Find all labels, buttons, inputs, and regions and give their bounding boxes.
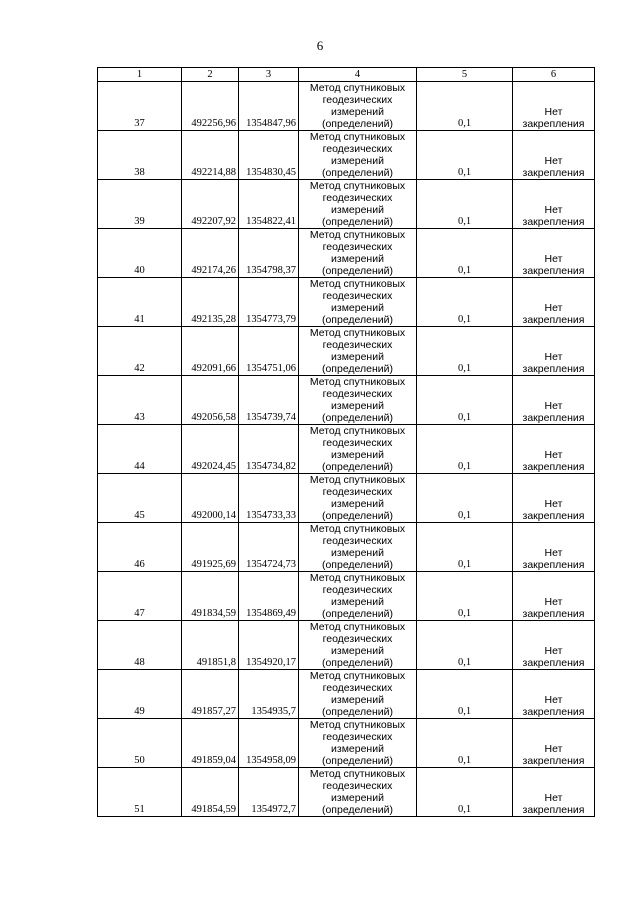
method-cell-line: измерений (331, 498, 384, 510)
coordinate-y-cell: 1354972,7 (239, 768, 299, 817)
coordinate-x-cell: 491851,8 (182, 621, 239, 670)
fixing-cell (513, 719, 595, 768)
coordinate-x-cell: 492135,28 (182, 278, 239, 327)
coordinate-y-cell: 1354751,06 (239, 327, 299, 376)
fixing-cell (513, 572, 595, 621)
method-cell-line: (определений) (321, 608, 394, 620)
method-cell-line: измерений (331, 743, 384, 755)
method-cell-line: (определений) (321, 216, 394, 228)
fixing-cell-line: закрепления (522, 461, 585, 473)
method-cell-line: геодезических (322, 535, 393, 547)
method-cell (299, 425, 417, 474)
point-number-cell: 49 (98, 670, 182, 719)
method-cell (299, 180, 417, 229)
coordinate-y-cell: 1354798,37 (239, 229, 299, 278)
point-number-cell: 51 (98, 768, 182, 817)
fixing-cell-line: закрепления (522, 314, 585, 326)
fixing-cell (513, 229, 595, 278)
fixing-cell-line: закрепления (522, 608, 585, 620)
coordinate-y-cell: 1354920,17 (239, 621, 299, 670)
point-number-cell: 41 (98, 278, 182, 327)
table-row (98, 376, 595, 425)
accuracy-cell: 0,1 (417, 229, 513, 278)
method-cell-line: геодезических (322, 192, 393, 204)
fixing-cell (513, 621, 595, 670)
accuracy-cell: 0,1 (417, 523, 513, 572)
coordinate-x-cell: 492000,14 (182, 474, 239, 523)
method-cell (299, 131, 417, 180)
fixing-cell-line: закрепления (522, 216, 585, 228)
coordinate-y-cell: 1354830,45 (239, 131, 299, 180)
fixing-cell-line: закрепления (522, 118, 585, 130)
point-number-cell: 48 (98, 621, 182, 670)
table-row (98, 82, 595, 131)
fixing-cell-line: Нет (544, 547, 563, 559)
method-cell (299, 719, 417, 768)
method-cell-line: (определений) (321, 363, 394, 375)
table-row (98, 670, 595, 719)
column-header: 4 (299, 68, 417, 82)
method-cell-line: геодезических (322, 290, 393, 302)
method-cell-line: геодезических (322, 682, 393, 694)
method-cell-line: измерений (331, 694, 384, 706)
coordinate-y-cell: 1354935,7 (239, 670, 299, 719)
coordinate-x-cell: 492214,88 (182, 131, 239, 180)
fixing-cell-line: закрепления (522, 510, 585, 522)
method-cell-line: Метод спутниковых (309, 278, 406, 290)
coordinate-x-cell: 491854,59 (182, 768, 239, 817)
fixing-cell (513, 670, 595, 719)
table-row (98, 229, 595, 278)
table-row (98, 719, 595, 768)
method-cell (299, 670, 417, 719)
method-cell-line: Метод спутниковых (309, 376, 406, 388)
accuracy-cell: 0,1 (417, 572, 513, 621)
method-cell-line: измерений (331, 792, 384, 804)
fixing-cell-line: закрепления (522, 363, 585, 375)
method-cell (299, 572, 417, 621)
fixing-cell-line: Нет (544, 253, 563, 265)
table-row (98, 621, 595, 670)
method-cell-line: Метод спутниковых (309, 768, 406, 780)
coordinate-y-cell: 1354724,73 (239, 523, 299, 572)
coordinate-x-cell: 492056,58 (182, 376, 239, 425)
accuracy-cell: 0,1 (417, 621, 513, 670)
fixing-cell-line: закрепления (522, 804, 585, 816)
accuracy-cell: 0,1 (417, 131, 513, 180)
coordinate-y-cell: 1354733,33 (239, 474, 299, 523)
method-cell-line: измерений (331, 547, 384, 559)
fixing-cell (513, 523, 595, 572)
header-row (98, 68, 595, 82)
method-cell (299, 768, 417, 817)
table-body (98, 82, 595, 817)
coordinate-y-cell: 1354773,79 (239, 278, 299, 327)
accuracy-cell: 0,1 (417, 768, 513, 817)
fixing-cell-line: Нет (544, 596, 563, 608)
fixing-cell-line: закрепления (522, 755, 585, 767)
method-cell-line: Метод спутниковых (309, 327, 406, 339)
fixing-cell (513, 180, 595, 229)
method-cell-line: геодезических (322, 437, 393, 449)
point-number-cell: 39 (98, 180, 182, 229)
method-cell-line: геодезических (322, 486, 393, 498)
coordinate-x-cell: 492256,96 (182, 82, 239, 131)
accuracy-cell: 0,1 (417, 278, 513, 327)
method-cell-line: геодезических (322, 584, 393, 596)
method-cell (299, 621, 417, 670)
method-cell-line: (определений) (321, 804, 394, 816)
point-number-cell: 45 (98, 474, 182, 523)
method-cell-line: (определений) (321, 657, 394, 669)
coordinate-x-cell: 491834,59 (182, 572, 239, 621)
method-cell (299, 327, 417, 376)
column-header: 6 (513, 68, 595, 82)
method-cell-line: измерений (331, 106, 384, 118)
fixing-cell-line: Нет (544, 400, 563, 412)
method-cell (299, 82, 417, 131)
coordinate-y-cell: 1354958,09 (239, 719, 299, 768)
method-cell (299, 278, 417, 327)
fixing-cell-line: Нет (544, 204, 563, 216)
point-number-cell: 43 (98, 376, 182, 425)
fixing-cell-line: закрепления (522, 265, 585, 277)
fixing-cell (513, 376, 595, 425)
table-row (98, 327, 595, 376)
method-cell-line: Метод спутниковых (309, 474, 406, 486)
method-cell-line: измерений (331, 253, 384, 265)
table-row (98, 572, 595, 621)
fixing-cell-line: закрепления (522, 167, 585, 179)
fixing-cell-line: Нет (544, 302, 563, 314)
accuracy-cell: 0,1 (417, 670, 513, 719)
coordinate-y-cell: 1354739,74 (239, 376, 299, 425)
method-cell-line: геодезических (322, 143, 393, 155)
coordinate-x-cell: 492174,26 (182, 229, 239, 278)
method-cell-line: (определений) (321, 559, 394, 571)
method-cell-line: геодезических (322, 780, 393, 792)
method-cell (299, 229, 417, 278)
method-cell-line: (определений) (321, 461, 394, 473)
fixing-cell (513, 474, 595, 523)
point-number-cell: 47 (98, 572, 182, 621)
method-cell-line: Метод спутниковых (309, 229, 406, 241)
method-cell-line: геодезических (322, 94, 393, 106)
table-row (98, 523, 595, 572)
method-cell-line: Метод спутниковых (309, 719, 406, 731)
coordinate-y-cell: 1354869,49 (239, 572, 299, 621)
method-cell-line: геодезических (322, 388, 393, 400)
fixing-cell-line: Нет (544, 351, 563, 363)
method-cell-line: Метод спутниковых (309, 670, 406, 682)
coordinate-y-cell: 1354822,41 (239, 180, 299, 229)
table-row (98, 474, 595, 523)
point-number-cell: 50 (98, 719, 182, 768)
method-cell-line: (определений) (321, 412, 394, 424)
method-cell-line: геодезических (322, 339, 393, 351)
method-cell-line: Метод спутниковых (309, 180, 406, 192)
fixing-cell-line: Нет (544, 498, 563, 510)
fixing-cell (513, 768, 595, 817)
fixing-cell-line: закрепления (522, 657, 585, 669)
coordinate-x-cell: 492207,92 (182, 180, 239, 229)
method-cell-line: (определений) (321, 314, 394, 326)
table-row (98, 131, 595, 180)
accuracy-cell: 0,1 (417, 82, 513, 131)
page-number: 6 (316, 38, 324, 53)
point-number-cell: 46 (98, 523, 182, 572)
column-header: 3 (239, 68, 299, 82)
coordinate-y-cell: 1354734,82 (239, 425, 299, 474)
fixing-cell-line: Нет (544, 645, 563, 657)
method-cell-line: (определений) (321, 510, 394, 522)
method-cell-line: измерений (331, 449, 384, 461)
accuracy-cell: 0,1 (417, 327, 513, 376)
coordinate-x-cell: 491857,27 (182, 670, 239, 719)
method-cell-line: (определений) (321, 265, 394, 277)
method-cell-line: Метод спутниковых (309, 572, 406, 584)
fixing-cell-line: Нет (544, 106, 563, 118)
fixing-cell-line: Нет (544, 449, 563, 461)
point-number-cell: 37 (98, 82, 182, 131)
coordinate-x-cell: 491859,04 (182, 719, 239, 768)
accuracy-cell: 0,1 (417, 719, 513, 768)
fixing-cell (513, 278, 595, 327)
fixing-cell-line: закрепления (522, 559, 585, 571)
table-row (98, 768, 595, 817)
method-cell-line: (определений) (321, 167, 394, 179)
column-header: 2 (182, 68, 239, 82)
point-number-cell: 40 (98, 229, 182, 278)
point-number-cell: 42 (98, 327, 182, 376)
method-cell-line: геодезических (322, 731, 393, 743)
coordinates-table (97, 67, 595, 817)
method-cell (299, 376, 417, 425)
coordinate-x-cell: 492024,45 (182, 425, 239, 474)
fixing-cell-line: закрепления (522, 412, 585, 424)
method-cell-line: Метод спутниковых (309, 523, 406, 535)
fixing-cell (513, 425, 595, 474)
method-cell (299, 523, 417, 572)
method-cell-line: измерений (331, 302, 384, 314)
point-number-cell: 38 (98, 131, 182, 180)
fixing-cell-line: закрепления (522, 706, 585, 718)
method-cell-line: измерений (331, 596, 384, 608)
table-row (98, 425, 595, 474)
fixing-cell-line: Нет (544, 155, 563, 167)
point-number-cell: 44 (98, 425, 182, 474)
fixing-cell (513, 131, 595, 180)
table-row (98, 180, 595, 229)
column-header: 1 (98, 68, 182, 82)
method-cell-line: (определений) (321, 755, 394, 767)
fixing-cell-line: Нет (544, 694, 563, 706)
coordinate-x-cell: 492091,66 (182, 327, 239, 376)
fixing-cell-line: Нет (544, 792, 563, 804)
fixing-cell (513, 82, 595, 131)
method-cell-line: измерений (331, 204, 384, 216)
method-cell-line: Метод спутниковых (309, 621, 406, 633)
method-cell-line: Метод спутниковых (309, 131, 406, 143)
method-cell-line: геодезических (322, 633, 393, 645)
method-cell-line: (определений) (321, 118, 394, 130)
coordinate-y-cell: 1354847,96 (239, 82, 299, 131)
accuracy-cell: 0,1 (417, 425, 513, 474)
column-header: 5 (417, 68, 513, 82)
method-cell-line: измерений (331, 645, 384, 657)
method-cell-line: геодезических (322, 241, 393, 253)
method-cell-line: измерений (331, 351, 384, 363)
method-cell (299, 474, 417, 523)
accuracy-cell: 0,1 (417, 180, 513, 229)
method-cell-line: измерений (331, 400, 384, 412)
coordinate-x-cell: 491925,69 (182, 523, 239, 572)
method-cell-line: измерений (331, 155, 384, 167)
method-cell-line: (определений) (321, 706, 394, 718)
table-row (98, 278, 595, 327)
method-cell-line: Метод спутниковых (309, 82, 406, 94)
accuracy-cell: 0,1 (417, 376, 513, 425)
fixing-cell-line: Нет (544, 743, 563, 755)
method-cell-line: Метод спутниковых (309, 425, 406, 437)
fixing-cell (513, 327, 595, 376)
accuracy-cell: 0,1 (417, 474, 513, 523)
